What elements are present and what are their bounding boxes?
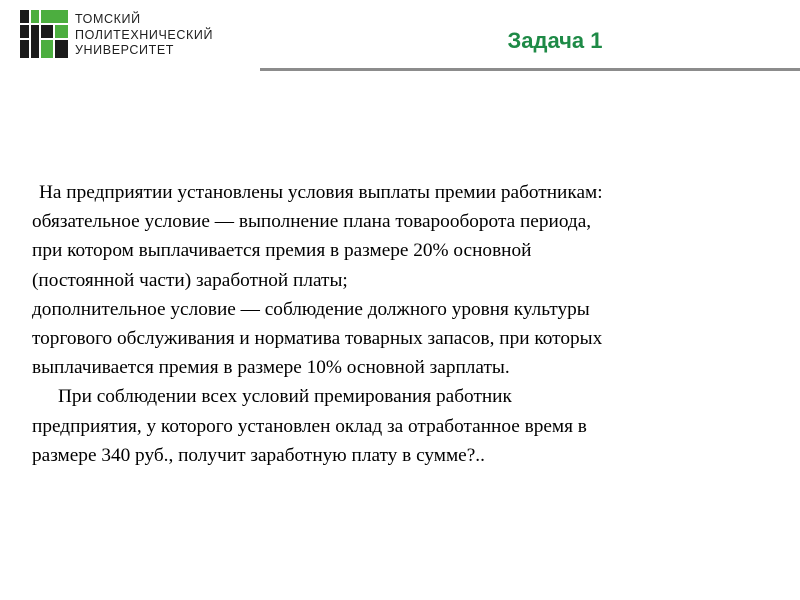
- task-line: На предприятии установлены условия выплаты премии работникам:: [39, 182, 603, 203]
- task-line: торгового обслуживания и норматива товарных запасов, при которых: [32, 328, 603, 350]
- university-logo: [20, 10, 240, 60]
- logo-line-2: ПОЛИТЕХНИЧЕСКИЙ: [75, 27, 214, 42]
- task-line: При соблюдении всех условий премирования работник: [58, 386, 512, 408]
- title-divider: [260, 68, 800, 71]
- logo-line-3: УНИВЕРСИТЕТ: [75, 43, 175, 57]
- logo-wordmark: [75, 12, 213, 59]
- task-line: предприятия, у которого установлен оклад за отработанное время в: [32, 415, 587, 437]
- task-line: (постоянной части) заработной платы;: [32, 269, 348, 291]
- task-line: размере 340 руб., получит заработную плату в сумме?..: [32, 444, 485, 466]
- task-text: [32, 178, 782, 470]
- logo-line-1: ТОМСКИЙ: [75, 12, 141, 26]
- task-line: обязательное условие — выполнение плана товарооборота периода,: [32, 211, 592, 233]
- task-line: выплачивается премия в размере 10% основной зарплаты.: [32, 357, 510, 379]
- slide-title: Задача 1: [507, 28, 603, 53]
- task-line: дополнительное условие — соблюдение должного уровня культуры: [32, 298, 590, 320]
- task-line: при котором выплачивается премия в размере 20% основной: [32, 240, 532, 262]
- tpu-emblem-icon: [20, 10, 68, 58]
